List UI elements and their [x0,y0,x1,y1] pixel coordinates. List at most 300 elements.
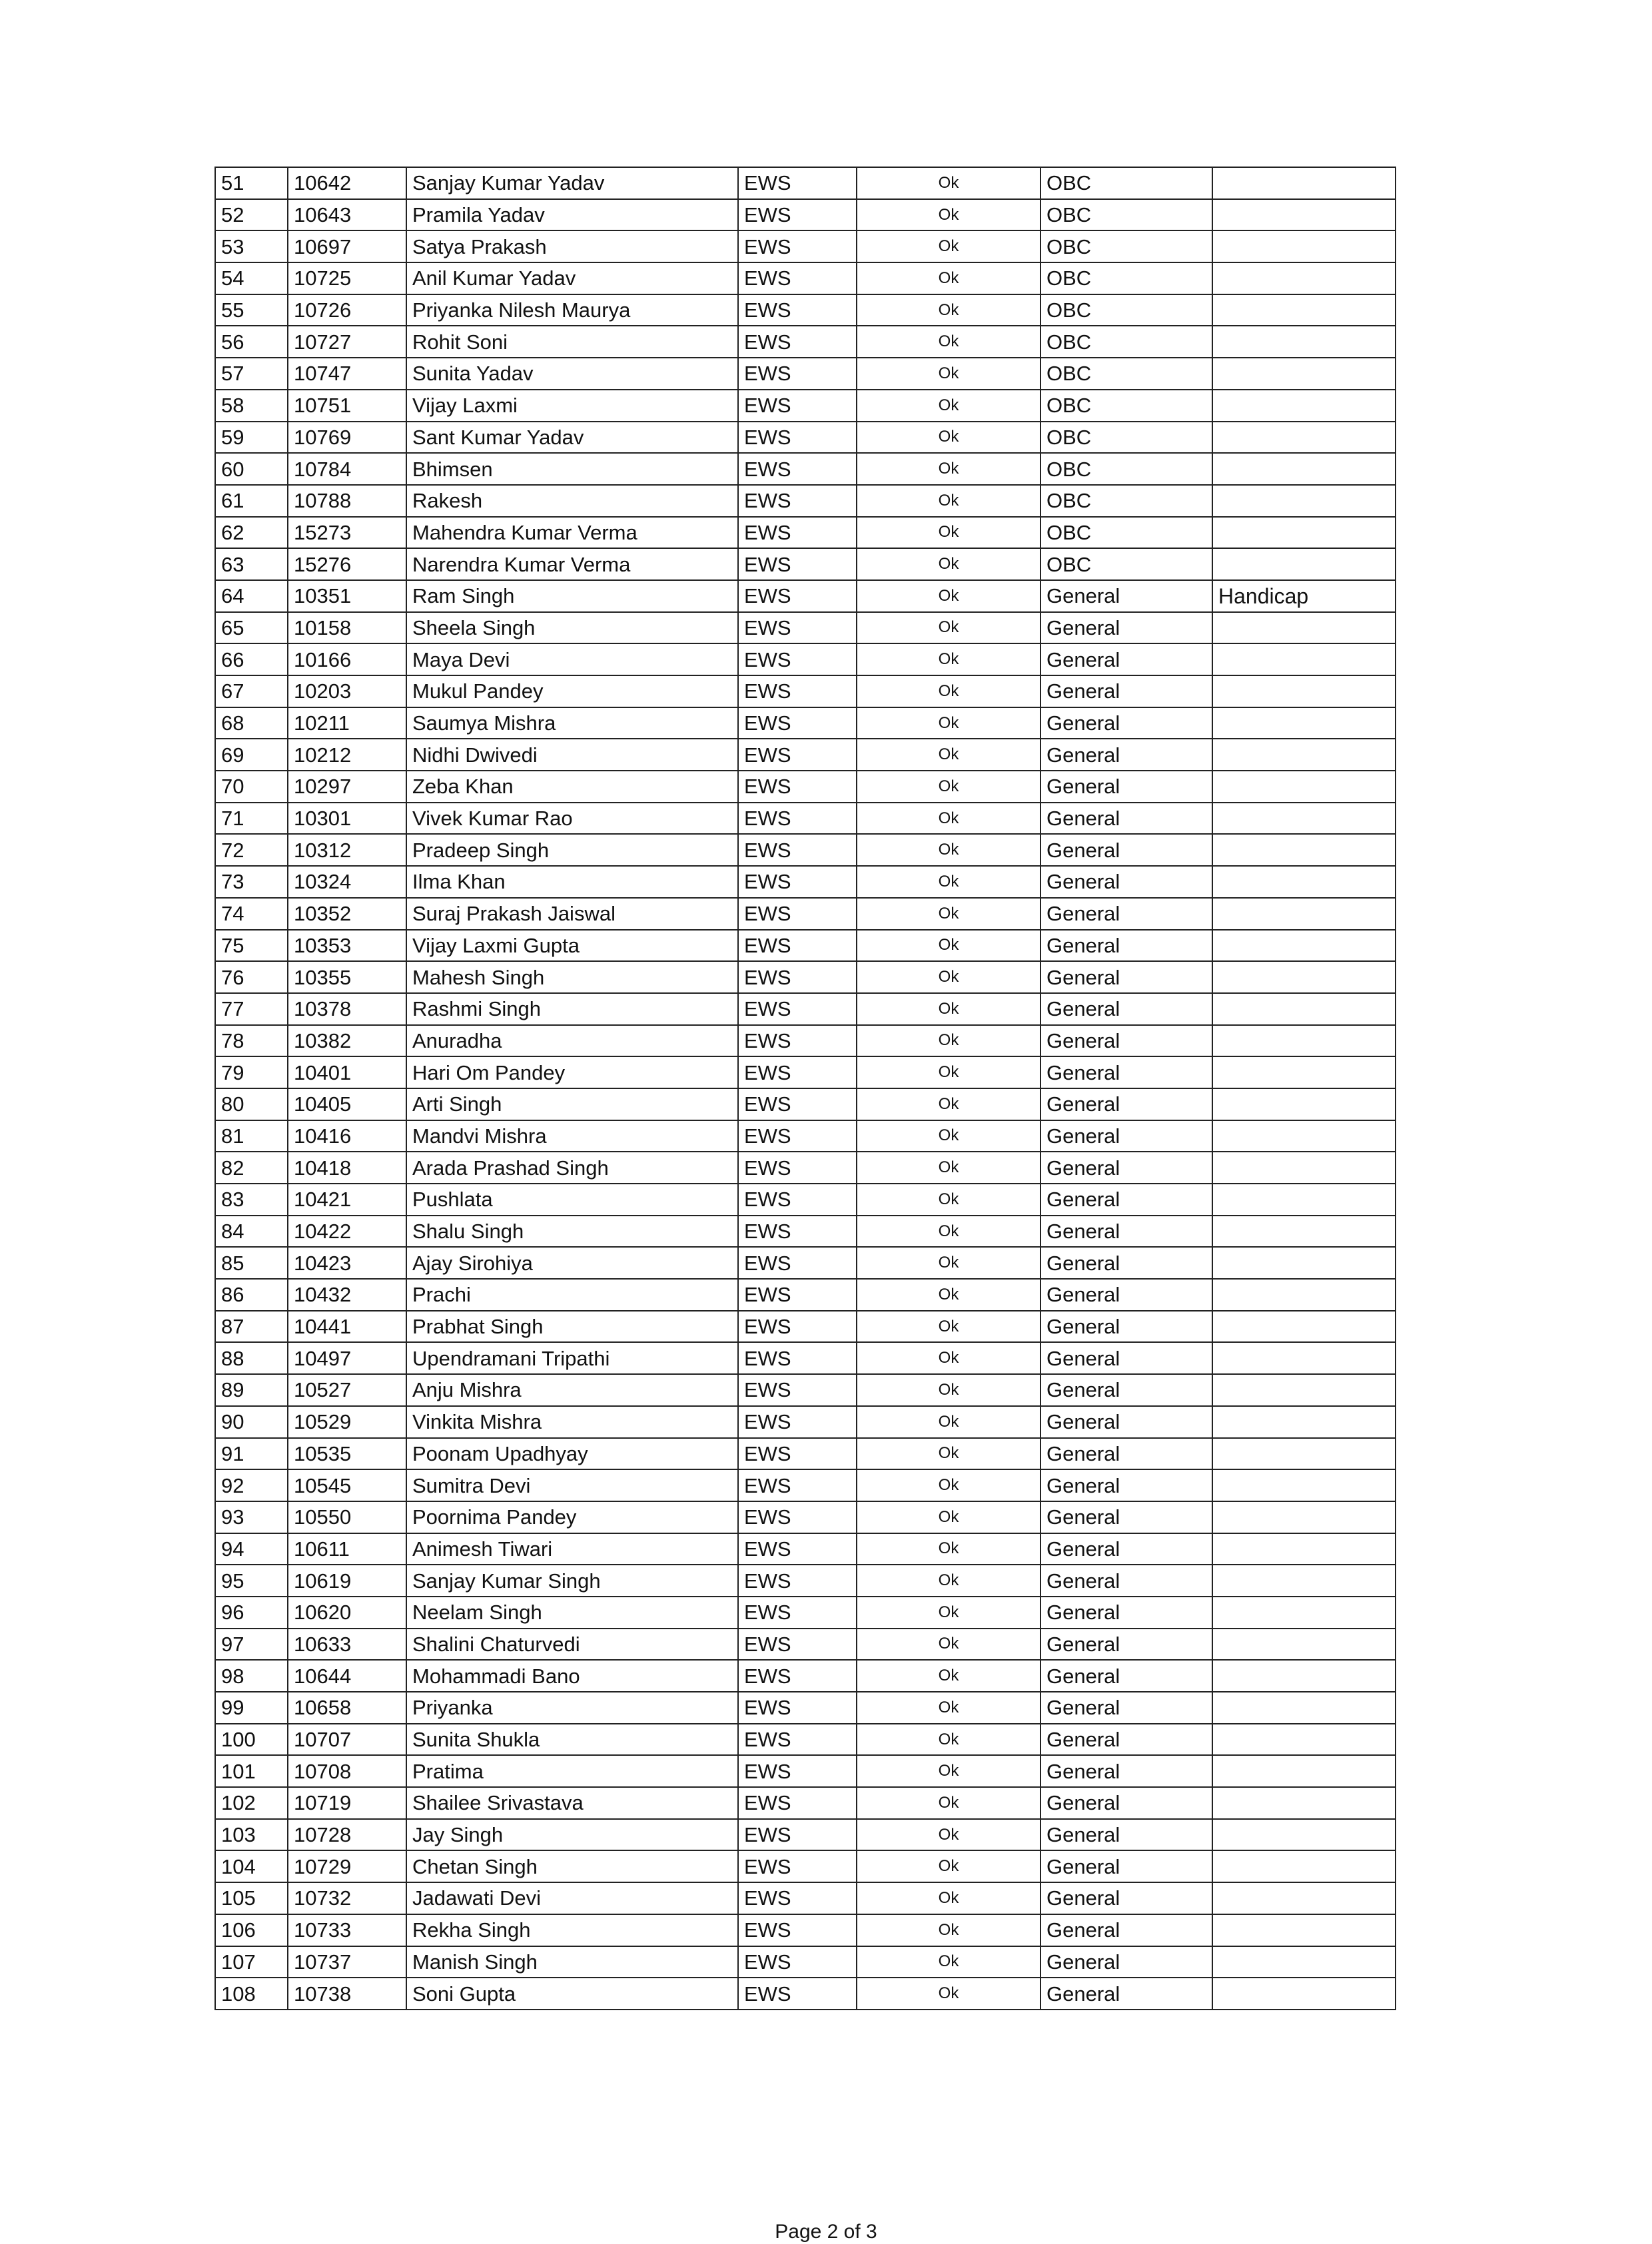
category-cell: General [1040,739,1212,771]
candidate-id-cell: 10158 [288,612,406,644]
status-cell: Ok [857,1819,1040,1851]
candidate-name-cell: Vijay Laxmi Gupta [406,930,738,962]
candidate-name-cell: Sanjay Kumar Singh [406,1565,738,1597]
table-row [215,1597,1396,1629]
quota-cell: EWS [738,1184,857,1216]
candidate-table [214,167,1396,2010]
status-cell: Ok [857,1406,1040,1438]
serial-number-cell: 106 [215,1914,288,1946]
category-cell: General [1040,803,1212,835]
category-cell: General [1040,1914,1212,1946]
candidate-name-cell: Poonam Upadhyay [406,1438,738,1470]
table-row [215,390,1396,422]
candidate-name-cell: Anil Kumar Yadav [406,262,738,294]
serial-number-cell: 91 [215,1438,288,1470]
category-cell: General [1040,1279,1212,1311]
serial-number-cell: 70 [215,771,288,803]
status-cell: Ok [857,1850,1040,1882]
serial-number-cell: 107 [215,1946,288,1978]
candidate-name-cell: Upendramani Tripathi [406,1342,738,1374]
category-cell: OBC [1040,358,1212,390]
status-cell: Ok [857,1342,1040,1374]
table-row [215,993,1396,1025]
category-cell: General [1040,1216,1212,1248]
roster-sheet [214,167,1395,2010]
serial-number-cell: 97 [215,1629,288,1661]
candidate-name-cell: Sunita Yadav [406,358,738,390]
remark-cell [1212,1184,1396,1216]
quota-cell: EWS [738,1311,857,1343]
category-cell: OBC [1040,294,1212,326]
candidate-name-cell: Narendra Kumar Verma [406,548,738,580]
remark-cell [1212,199,1396,231]
category-cell: General [1040,1025,1212,1057]
category-cell: General [1040,898,1212,930]
serial-number-cell: 81 [215,1120,288,1152]
quota-cell: EWS [738,866,857,898]
candidate-name-cell: Soni Gupta [406,1978,738,2010]
table-row [215,1184,1396,1216]
category-cell: General [1040,1533,1212,1565]
serial-number-cell: 53 [215,230,288,262]
quota-cell: EWS [738,1120,857,1152]
serial-number-cell: 86 [215,1279,288,1311]
table-row [215,707,1396,739]
table-row [215,199,1396,231]
table-row [215,1850,1396,1882]
candidate-name-cell: Nidhi Dwivedi [406,739,738,771]
remark-cell [1212,1882,1396,1914]
category-cell: OBC [1040,422,1212,454]
category-cell: General [1040,1469,1212,1501]
serial-number-cell: 77 [215,993,288,1025]
status-cell: Ok [857,993,1040,1025]
category-cell: General [1040,834,1212,866]
quota-cell: EWS [738,1565,857,1597]
status-cell: Ok [857,1755,1040,1787]
status-cell: Ok [857,1311,1040,1343]
status-cell: Ok [857,1469,1040,1501]
status-cell: Ok [857,1882,1040,1914]
category-cell: General [1040,1342,1212,1374]
candidate-name-cell: Rekha Singh [406,1914,738,1946]
remark-cell [1212,1088,1396,1120]
status-cell: Ok [857,1025,1040,1057]
category-cell: General [1040,1406,1212,1438]
candidate-id-cell: 10644 [288,1660,406,1692]
quota-cell: EWS [738,262,857,294]
category-cell: General [1040,1597,1212,1629]
category-cell: General [1040,1660,1212,1692]
status-cell: Ok [857,707,1040,739]
status-cell: Ok [857,1152,1040,1184]
quota-cell: EWS [738,1882,857,1914]
serial-number-cell: 96 [215,1597,288,1629]
candidate-name-cell: Pushlata [406,1184,738,1216]
serial-number-cell: 51 [215,167,288,199]
status-cell: Ok [857,643,1040,675]
candidate-name-cell: Shalini Chaturvedi [406,1629,738,1661]
candidate-name-cell: Mandvi Mishra [406,1120,738,1152]
remark-cell [1212,612,1396,644]
status-cell: Ok [857,612,1040,644]
serial-number-cell: 89 [215,1374,288,1406]
status-cell: Ok [857,1978,1040,2010]
table-row [215,1406,1396,1438]
candidate-id-cell: 10725 [288,262,406,294]
remark-cell [1212,1501,1396,1533]
category-cell: General [1040,1152,1212,1184]
serial-number-cell: 105 [215,1882,288,1914]
table-row [215,1374,1396,1406]
remark-cell [1212,1946,1396,1978]
quota-cell: EWS [738,1056,857,1088]
serial-number-cell: 78 [215,1025,288,1057]
candidate-id-cell: 10728 [288,1819,406,1851]
serial-number-cell: 101 [215,1755,288,1787]
category-cell: General [1040,930,1212,962]
quota-cell: EWS [738,453,857,485]
table-row [215,548,1396,580]
serial-number-cell: 93 [215,1501,288,1533]
quota-cell: EWS [738,1660,857,1692]
table-row [215,1787,1396,1819]
candidate-id-cell: 10401 [288,1056,406,1088]
candidate-name-cell: Mahendra Kumar Verma [406,517,738,549]
quota-cell: EWS [738,1025,857,1057]
status-cell: Ok [857,1946,1040,1978]
status-cell: Ok [857,1692,1040,1724]
table-body [215,167,1396,2010]
status-cell: Ok [857,1088,1040,1120]
candidate-name-cell: Ilma Khan [406,866,738,898]
category-cell: OBC [1040,548,1212,580]
remark-cell [1212,1787,1396,1819]
status-cell: Ok [857,1120,1040,1152]
candidate-name-cell: Shalu Singh [406,1216,738,1248]
category-cell: General [1040,643,1212,675]
quota-cell: EWS [738,548,857,580]
table-row [215,1311,1396,1343]
serial-number-cell: 92 [215,1469,288,1501]
quota-cell: EWS [738,1819,857,1851]
candidate-id-cell: 10747 [288,358,406,390]
quota-cell: EWS [738,1152,857,1184]
category-cell: General [1040,1311,1212,1343]
candidate-id-cell: 10297 [288,771,406,803]
candidate-id-cell: 10751 [288,390,406,422]
serial-number-cell: 75 [215,930,288,962]
remark-cell [1212,1216,1396,1248]
quota-cell: EWS [738,1787,857,1819]
category-cell: General [1040,1247,1212,1279]
candidate-id-cell: 10416 [288,1120,406,1152]
serial-number-cell: 100 [215,1724,288,1756]
remark-cell [1212,453,1396,485]
serial-number-cell: 103 [215,1819,288,1851]
serial-number-cell: 88 [215,1342,288,1374]
status-cell: Ok [857,1247,1040,1279]
status-cell: Ok [857,1565,1040,1597]
quota-cell: EWS [738,199,857,231]
remark-cell [1212,643,1396,675]
category-cell: General [1040,580,1212,612]
remark-cell [1212,1850,1396,1882]
table-row [215,1755,1396,1787]
table-row [215,1692,1396,1724]
remark-cell [1212,1914,1396,1946]
quota-cell: EWS [738,230,857,262]
candidate-name-cell: Mohammadi Bano [406,1660,738,1692]
remark-cell [1212,1342,1396,1374]
candidate-id-cell: 10212 [288,739,406,771]
category-cell: General [1040,1056,1212,1088]
status-cell: Ok [857,961,1040,993]
quota-cell: EWS [738,1374,857,1406]
serial-number-cell: 80 [215,1088,288,1120]
serial-number-cell: 57 [215,358,288,390]
table-row [215,1819,1396,1851]
table-row [215,612,1396,644]
quota-cell: EWS [738,898,857,930]
quota-cell: EWS [738,739,857,771]
candidate-name-cell: Mukul Pandey [406,675,738,707]
candidate-name-cell: Manish Singh [406,1946,738,1978]
remark-cell [1212,1629,1396,1661]
remark-cell [1212,1597,1396,1629]
quota-cell: EWS [738,643,857,675]
quota-cell: EWS [738,485,857,517]
status-cell: Ok [857,422,1040,454]
serial-number-cell: 82 [215,1152,288,1184]
quota-cell: EWS [738,1406,857,1438]
candidate-id-cell: 10418 [288,1152,406,1184]
serial-number-cell: 58 [215,390,288,422]
table-row [215,1152,1396,1184]
candidate-name-cell: Arada Prashad Singh [406,1152,738,1184]
status-cell: Ok [857,675,1040,707]
table-row [215,1247,1396,1279]
candidate-id-cell: 10353 [288,930,406,962]
table-row [215,643,1396,675]
status-cell: Ok [857,1438,1040,1470]
serial-number-cell: 79 [215,1056,288,1088]
candidate-name-cell: Priyanka [406,1692,738,1724]
candidate-name-cell: Rakesh [406,485,738,517]
quota-cell: EWS [738,517,857,549]
serial-number-cell: 60 [215,453,288,485]
quota-cell: EWS [738,1755,857,1787]
table-row [215,422,1396,454]
candidate-id-cell: 10301 [288,803,406,835]
candidate-name-cell: Anju Mishra [406,1374,738,1406]
candidate-id-cell: 10707 [288,1724,406,1756]
serial-number-cell: 108 [215,1978,288,2010]
quota-cell: EWS [738,612,857,644]
candidate-id-cell: 10619 [288,1565,406,1597]
quota-cell: EWS [738,707,857,739]
candidate-id-cell: 10324 [288,866,406,898]
category-cell: General [1040,961,1212,993]
table-row [215,1501,1396,1533]
candidate-name-cell: Ajay Sirohiya [406,1247,738,1279]
candidate-id-cell: 10497 [288,1342,406,1374]
quota-cell: EWS [738,326,857,358]
table-row [215,1056,1396,1088]
candidate-id-cell: 10633 [288,1629,406,1661]
quota-cell: EWS [738,1597,857,1629]
serial-number-cell: 56 [215,326,288,358]
candidate-id-cell: 10432 [288,1279,406,1311]
table-row [215,1342,1396,1374]
candidate-id-cell: 10784 [288,453,406,485]
quota-cell: EWS [738,771,857,803]
remark-cell [1212,898,1396,930]
quota-cell: EWS [738,358,857,390]
serial-number-cell: 87 [215,1311,288,1343]
category-cell: OBC [1040,262,1212,294]
table-row [215,930,1396,962]
quota-cell: EWS [738,1247,857,1279]
candidate-name-cell: Chetan Singh [406,1850,738,1882]
table-row [215,1025,1396,1057]
status-cell: Ok [857,517,1040,549]
table-row [215,961,1396,993]
status-cell: Ok [857,485,1040,517]
candidate-id-cell: 10166 [288,643,406,675]
remark-cell [1212,739,1396,771]
remark-cell [1212,1438,1396,1470]
quota-cell: EWS [738,675,857,707]
table-row [215,1660,1396,1692]
candidate-id-cell: 10382 [288,1025,406,1057]
serial-number-cell: 99 [215,1692,288,1724]
candidate-name-cell: Sheela Singh [406,612,738,644]
category-cell: General [1040,1850,1212,1882]
candidate-name-cell: Mahesh Singh [406,961,738,993]
remark-cell [1212,390,1396,422]
status-cell: Ok [857,1533,1040,1565]
table-row [215,1279,1396,1311]
remark-cell [1212,1311,1396,1343]
candidate-name-cell: Shailee Srivastava [406,1787,738,1819]
remark-cell [1212,1565,1396,1597]
candidate-name-cell: Sant Kumar Yadav [406,422,738,454]
quota-cell: EWS [738,1629,857,1661]
status-cell: Ok [857,866,1040,898]
remark-cell [1212,1279,1396,1311]
table-row [215,1088,1396,1120]
table-row [215,1724,1396,1756]
serial-number-cell: 74 [215,898,288,930]
candidate-id-cell: 10697 [288,230,406,262]
serial-number-cell: 71 [215,803,288,835]
table-row [215,294,1396,326]
candidate-name-cell: Rashmi Singh [406,993,738,1025]
serial-number-cell: 85 [215,1247,288,1279]
candidate-name-cell: Sumitra Devi [406,1469,738,1501]
candidate-id-cell: 10733 [288,1914,406,1946]
quota-cell: EWS [738,1216,857,1248]
serial-number-cell: 67 [215,675,288,707]
remark-cell [1212,1056,1396,1088]
candidate-name-cell: Satya Prakash [406,230,738,262]
table-row [215,1978,1396,2010]
remark-cell [1212,1533,1396,1565]
serial-number-cell: 102 [215,1787,288,1819]
serial-number-cell: 64 [215,580,288,612]
serial-number-cell: 55 [215,294,288,326]
candidate-name-cell: Pramila Yadav [406,199,738,231]
candidate-id-cell: 10788 [288,485,406,517]
serial-number-cell: 84 [215,1216,288,1248]
candidate-id-cell: 10423 [288,1247,406,1279]
table-row [215,739,1396,771]
candidate-id-cell: 10642 [288,167,406,199]
candidate-id-cell: 10405 [288,1088,406,1120]
remark-cell [1212,866,1396,898]
category-cell: General [1040,1120,1212,1152]
candidate-name-cell: Saumya Mishra [406,707,738,739]
serial-number-cell: 54 [215,262,288,294]
serial-number-cell: 69 [215,739,288,771]
candidate-id-cell: 10719 [288,1787,406,1819]
candidate-name-cell: Vijay Laxmi [406,390,738,422]
table-row [215,675,1396,707]
category-cell: OBC [1040,199,1212,231]
remark-cell [1212,803,1396,835]
table-row [215,1438,1396,1470]
category-cell: OBC [1040,230,1212,262]
serial-number-cell: 98 [215,1660,288,1692]
status-cell: Ok [857,262,1040,294]
status-cell: Ok [857,930,1040,962]
candidate-id-cell: 10737 [288,1946,406,1978]
remark-cell [1212,961,1396,993]
candidate-id-cell: 10545 [288,1469,406,1501]
remark-cell [1212,1406,1396,1438]
category-cell: General [1040,1088,1212,1120]
serial-number-cell: 59 [215,422,288,454]
candidate-id-cell: 10527 [288,1374,406,1406]
remark-cell [1212,1247,1396,1279]
candidate-id-cell: 15273 [288,517,406,549]
category-cell: General [1040,675,1212,707]
page-number: Page 2 of 3 [775,2221,877,2243]
serial-number-cell: 83 [215,1184,288,1216]
status-cell: Ok [857,803,1040,835]
quota-cell: EWS [738,1692,857,1724]
status-cell: Ok [857,1216,1040,1248]
table-row [215,1469,1396,1501]
table-row [215,1882,1396,1914]
remark-cell [1212,1025,1396,1057]
quota-cell: EWS [738,961,857,993]
candidate-id-cell: 10421 [288,1184,406,1216]
serial-number-cell: 73 [215,866,288,898]
category-cell: General [1040,1819,1212,1851]
candidate-id-cell: 10769 [288,422,406,454]
candidate-id-cell: 10708 [288,1755,406,1787]
remark-cell [1212,548,1396,580]
category-cell: OBC [1040,485,1212,517]
serial-number-cell: 72 [215,834,288,866]
category-cell: General [1040,1184,1212,1216]
remark-cell [1212,1374,1396,1406]
serial-number-cell: 95 [215,1565,288,1597]
table-row [215,167,1396,199]
quota-cell: EWS [738,1850,857,1882]
